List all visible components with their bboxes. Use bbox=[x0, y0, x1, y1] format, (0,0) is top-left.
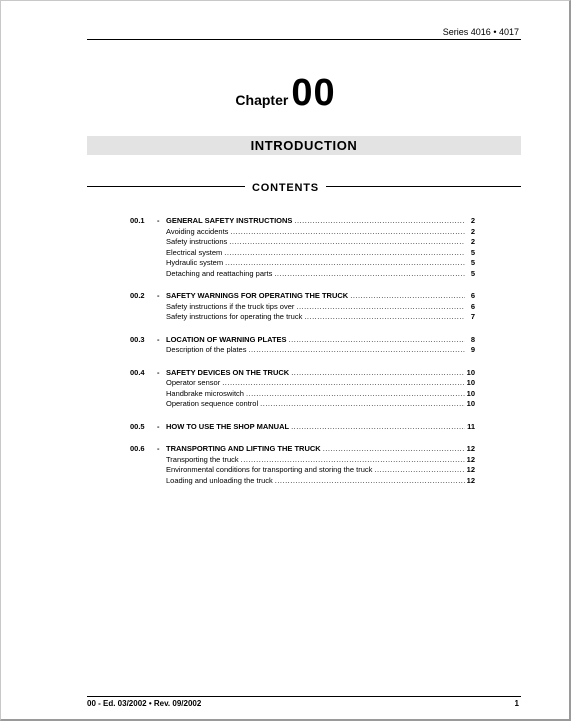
toc-subitem-label: Hydraulic system bbox=[166, 258, 224, 267]
contents-label: CONTENTS bbox=[245, 182, 326, 194]
toc-subitem-label: Safety instructions if the truck tips over bbox=[166, 301, 295, 311]
toc-dash: - bbox=[157, 291, 160, 300]
toc-page-number: 2 bbox=[470, 226, 475, 236]
toc-dash: - bbox=[157, 334, 160, 344]
toc-section bbox=[130, 216, 475, 279]
toc-subitem-row[interactable] bbox=[130, 389, 475, 400]
toc-leader-dots bbox=[230, 227, 465, 238]
toc-subitem-label: Safety instructions for operating the truck bbox=[166, 312, 303, 321]
toc-leader-dots bbox=[374, 465, 464, 476]
toc-page-number: 7 bbox=[470, 312, 475, 321]
chapter-heading bbox=[0, 72, 571, 115]
toc-page-number: 12 bbox=[466, 475, 475, 485]
toc-leader-dots bbox=[229, 237, 465, 248]
toc-subitem-label: Description of the plates bbox=[166, 345, 247, 354]
toc-subitem-label: Safety instructions bbox=[166, 237, 228, 246]
toc-section-title: SAFETY WARNINGS FOR OPERATING THE TRUCK bbox=[166, 291, 349, 300]
toc-section-title: LOCATION OF WARNING PLATES bbox=[166, 334, 287, 344]
toc-page-number: 5 bbox=[470, 258, 475, 267]
toc-section-title: HOW TO USE THE SHOP MANUAL bbox=[166, 421, 290, 431]
toc-section-number: 00.2 bbox=[130, 291, 145, 300]
page-number: 1 bbox=[514, 699, 519, 708]
toc-page-number: 8 bbox=[470, 334, 475, 344]
series-label: Series 4016 • 4017 bbox=[442, 27, 519, 37]
toc-leader-dots bbox=[289, 335, 465, 346]
toc-leader-dots bbox=[323, 444, 465, 455]
chapter-word: Chapter bbox=[235, 92, 289, 108]
toc-page-number: 11 bbox=[467, 421, 475, 431]
toc-leader-dots bbox=[291, 422, 465, 433]
toc-subitem-row[interactable] bbox=[130, 465, 475, 476]
toc-section-title: TRANSPORTING AND LIFTING THE TRUCK bbox=[166, 444, 321, 453]
toc-subitem-row[interactable] bbox=[130, 302, 475, 313]
toc-section-number: 00.6 bbox=[130, 444, 145, 453]
toc-leader-dots bbox=[248, 345, 465, 356]
toc-page-number: 2 bbox=[470, 237, 475, 246]
toc-section-row[interactable] bbox=[130, 444, 475, 455]
toc-section-number: 00.5 bbox=[130, 421, 145, 431]
toc-leader-dots bbox=[296, 302, 465, 313]
toc-page-number: 9 bbox=[470, 345, 475, 354]
toc-page-number: 6 bbox=[470, 301, 475, 311]
toc-section-row[interactable] bbox=[130, 422, 475, 433]
toc-leader-dots bbox=[274, 269, 465, 280]
toc-subitem-label: Loading and unloading the truck bbox=[166, 475, 273, 485]
toc-subitem-row[interactable] bbox=[130, 258, 475, 269]
toc-leader-dots bbox=[224, 248, 465, 259]
toc-subitem-row[interactable] bbox=[130, 476, 475, 487]
toc-subitem-label: Handbrake microswitch bbox=[166, 388, 244, 398]
toc-section bbox=[130, 422, 475, 433]
toc-page-number: 12 bbox=[466, 465, 475, 474]
toc-subitem-label: Avoiding accidents bbox=[166, 226, 229, 236]
toc-subitem-label: Electrical system bbox=[166, 247, 223, 257]
edition-info: 00 - Ed. 03/2002 • Rev. 09/2002 bbox=[87, 699, 202, 708]
toc-leader-dots bbox=[260, 399, 465, 410]
toc-section-row[interactable] bbox=[130, 216, 475, 227]
toc-subitem-row[interactable] bbox=[130, 312, 475, 323]
toc-page-number: 12 bbox=[466, 444, 475, 453]
toc-section-title: SAFETY DEVICES ON THE TRUCK bbox=[166, 367, 290, 377]
toc-leader-dots bbox=[294, 216, 465, 227]
toc-subitem-row[interactable] bbox=[130, 269, 475, 280]
toc-page-number: 5 bbox=[470, 268, 475, 278]
toc-section-number: 00.1 bbox=[130, 216, 145, 225]
toc-leader-dots bbox=[350, 291, 465, 302]
toc-dash: - bbox=[157, 421, 160, 431]
toc-section bbox=[130, 444, 475, 486]
toc-section bbox=[130, 335, 475, 356]
toc-subitem-row[interactable] bbox=[130, 378, 475, 389]
toc-leader-dots bbox=[246, 389, 465, 400]
toc-dash: - bbox=[157, 367, 160, 377]
toc-subitem-label: Operator sensor bbox=[166, 378, 221, 387]
toc-section-row[interactable] bbox=[130, 368, 475, 379]
toc-subitem-row[interactable] bbox=[130, 455, 475, 466]
intro-title: INTRODUCTION bbox=[87, 136, 521, 155]
toc-section bbox=[130, 368, 475, 410]
toc-page-number: 12 bbox=[466, 454, 475, 464]
toc-leader-dots bbox=[225, 258, 465, 269]
toc-section bbox=[130, 291, 475, 323]
toc-subitem-label: Transporting the truck bbox=[166, 454, 239, 464]
toc-section-number: 00.4 bbox=[130, 367, 145, 377]
toc-section-row[interactable] bbox=[130, 335, 475, 346]
toc-page-number: 10 bbox=[466, 399, 475, 408]
toc-page-number: 6 bbox=[470, 291, 475, 300]
toc-subitem-row[interactable] bbox=[130, 227, 475, 238]
toc-section-row[interactable] bbox=[130, 291, 475, 302]
toc-page-number: 10 bbox=[466, 367, 475, 377]
toc-page-number: 10 bbox=[466, 388, 475, 398]
table-of-contents bbox=[130, 216, 475, 498]
toc-dash: - bbox=[157, 216, 160, 225]
toc-leader-dots bbox=[304, 312, 465, 323]
toc-subitem-row[interactable] bbox=[130, 399, 475, 410]
toc-leader-dots bbox=[275, 476, 465, 487]
toc-section-title: GENERAL SAFETY INSTRUCTIONS bbox=[166, 216, 293, 225]
toc-leader-dots bbox=[222, 378, 464, 389]
toc-page-number: 2 bbox=[470, 216, 475, 225]
toc-subitem-row[interactable] bbox=[130, 345, 475, 356]
contents-heading bbox=[0, 178, 571, 196]
toc-page-number: 10 bbox=[466, 378, 475, 387]
toc-section-number: 00.3 bbox=[130, 334, 145, 344]
toc-subitem-label: Detaching and reattaching parts bbox=[166, 268, 273, 278]
bottom-rule bbox=[87, 696, 521, 697]
toc-subitem-row[interactable] bbox=[130, 248, 475, 259]
toc-subitem-label: Environmental conditions for transporting and storing the truck bbox=[166, 465, 373, 474]
toc-page-number: 5 bbox=[470, 247, 475, 257]
toc-subitem-row[interactable] bbox=[130, 237, 475, 248]
chapter-number: 00 bbox=[291, 72, 336, 114]
toc-leader-dots bbox=[291, 368, 464, 379]
toc-subitem-label: Operation sequence control bbox=[166, 399, 259, 408]
toc-leader-dots bbox=[241, 455, 465, 466]
toc-dash: - bbox=[157, 444, 160, 453]
top-rule bbox=[87, 39, 521, 40]
